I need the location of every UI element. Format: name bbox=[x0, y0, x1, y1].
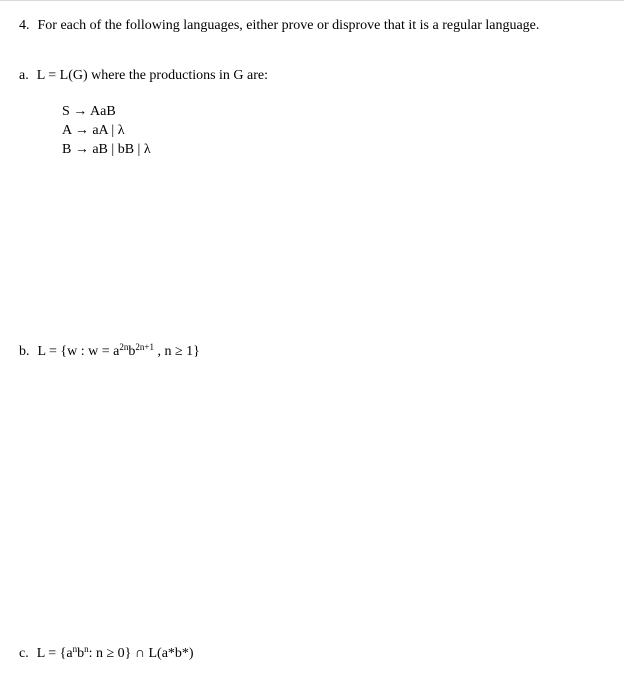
question-text: For each of the following languages, either prove or disprove that it is a regular language. bbox=[37, 18, 540, 33]
top-divider bbox=[0, 0, 624, 1]
part-c-mid: b bbox=[77, 646, 85, 661]
part-b-prefix: L = {w : w = a bbox=[37, 344, 120, 359]
part-c-prefix: L = {a bbox=[36, 646, 73, 661]
part-b-exponent-a: 2n bbox=[119, 342, 129, 352]
part-c-suffix: : n ≥ 0} ∩ L(a*b*) bbox=[88, 646, 194, 661]
part-b-exponent-b: 2n+1 bbox=[135, 342, 154, 352]
production-b: B → aB | bB | λ bbox=[62, 142, 151, 157]
part-a bbox=[19, 68, 268, 84]
part-b-mid: b bbox=[128, 344, 136, 359]
part-c-exponent-b: n bbox=[84, 644, 89, 654]
part-a-text: L = L(G) where the productions in G are: bbox=[36, 68, 269, 83]
production-s: S → AaB bbox=[62, 104, 116, 119]
part-c-exponent-a: n bbox=[72, 644, 78, 654]
part-c bbox=[19, 646, 194, 662]
question-heading bbox=[19, 18, 539, 34]
part-a-label: a. bbox=[19, 68, 29, 83]
part-b bbox=[19, 344, 200, 360]
part-c-label: c. bbox=[19, 646, 29, 661]
part-b-label: b. bbox=[19, 344, 30, 359]
production-a: A → aA | λ bbox=[62, 123, 125, 138]
part-b-suffix: , n ≥ 1} bbox=[153, 344, 200, 359]
question-number: 4. bbox=[19, 18, 30, 33]
